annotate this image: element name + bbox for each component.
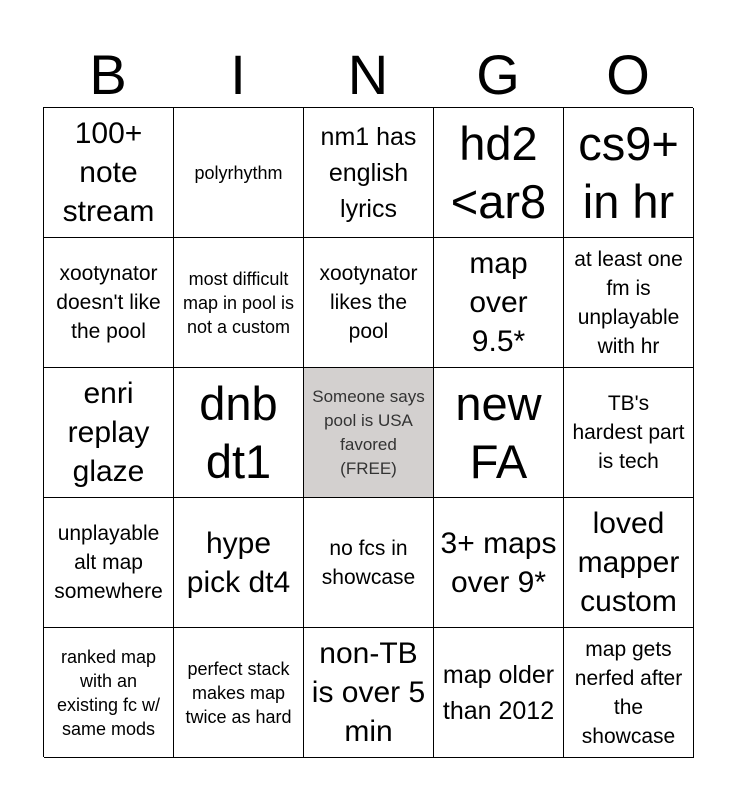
cell-text: dnb dt1 xyxy=(199,376,278,488)
bingo-cell-r2-c2[interactable] xyxy=(174,238,304,368)
cell-text: hd2 <ar8 xyxy=(450,116,547,228)
bingo-cell-r5-c3[interactable] xyxy=(304,628,434,758)
header-letter-o: O xyxy=(606,43,650,106)
bingo-cell-r2-c5[interactable] xyxy=(564,238,694,368)
cell-text: loved mapper custom xyxy=(577,507,680,618)
bingo-cell-r3-c2[interactable] xyxy=(174,368,304,498)
cell-text: non-TB is over 5 min xyxy=(311,637,426,748)
bingo-free-space[interactable] xyxy=(304,368,434,498)
bingo-cell-r4-c4[interactable] xyxy=(434,498,564,628)
header-letter-i: I xyxy=(230,43,246,106)
cell-text: map gets nerfed after the showcase xyxy=(574,637,683,748)
cell-text: xootynator likes the pool xyxy=(319,262,418,343)
bingo-cell-r4-c1[interactable] xyxy=(44,498,174,628)
bingo-cell-r2-c3[interactable] xyxy=(304,238,434,368)
cell-text: no fcs in showcase xyxy=(321,536,416,589)
header-letter-n: N xyxy=(347,43,389,106)
bingo-cell-r5-c2[interactable] xyxy=(174,628,304,758)
bingo-cell-r5-c1[interactable] xyxy=(44,628,174,758)
cell-text: 100+ note stream xyxy=(62,117,155,228)
cell-text: nm1 has english lyrics xyxy=(320,122,417,223)
cell-text: hype pick dt4 xyxy=(186,526,291,599)
bingo-cell-r1-c2[interactable] xyxy=(174,108,304,238)
bingo-cell-r2-c1[interactable] xyxy=(44,238,174,368)
bingo-cell-r1-c5[interactable] xyxy=(564,108,694,238)
bingo-cell-r3-c1[interactable] xyxy=(44,368,174,498)
cell-text: at least one fm is unplayable with hr xyxy=(574,247,683,358)
cell-text: TB's hardest part is tech xyxy=(572,392,685,473)
bingo-cell-r3-c4[interactable] xyxy=(434,368,564,498)
cell-text: polyrhythm xyxy=(194,162,283,183)
header-letter-g: G xyxy=(476,43,520,106)
header-letter-b: B xyxy=(89,43,127,106)
bingo-cell-r4-c3[interactable] xyxy=(304,498,434,628)
bingo-cell-r5-c4[interactable] xyxy=(434,628,564,758)
bingo-cell-r1-c3[interactable] xyxy=(304,108,434,238)
bingo-cell-r1-c1[interactable] xyxy=(44,108,174,238)
bingo-cell-r1-c4[interactable] xyxy=(434,108,564,238)
bingo-header xyxy=(43,44,693,106)
cell-text: most difficult map in pool is not a custom xyxy=(182,268,295,337)
cell-text: enri replay glaze xyxy=(67,377,150,488)
cell-text: xootynator doesn't like the pool xyxy=(56,262,161,343)
bingo-cell-r3-c5[interactable] xyxy=(564,368,694,498)
bingo-cell-r4-c2[interactable] xyxy=(174,498,304,628)
bingo-cell-r4-c5[interactable] xyxy=(564,498,694,628)
cell-text: 3+ maps over 9* xyxy=(440,526,557,599)
cell-text: perfect stack makes map twice as hard xyxy=(185,658,292,727)
cell-text: map older than 2012 xyxy=(442,660,555,725)
cell-text: ranked map with an existing fc w/ same mods xyxy=(56,646,161,739)
cell-text: map over 9.5* xyxy=(469,247,528,358)
cell-text: unplayable alt map somewhere xyxy=(54,522,163,603)
bingo-cell-r2-c4[interactable] xyxy=(434,238,564,368)
cell-text: new FA xyxy=(455,376,542,488)
cell-text: Someone says pool is USA favored (FREE) xyxy=(312,386,425,478)
cell-text: cs9+ in hr xyxy=(578,116,679,228)
bingo-board xyxy=(43,107,693,757)
bingo-cell-r5-c5[interactable] xyxy=(564,628,694,758)
